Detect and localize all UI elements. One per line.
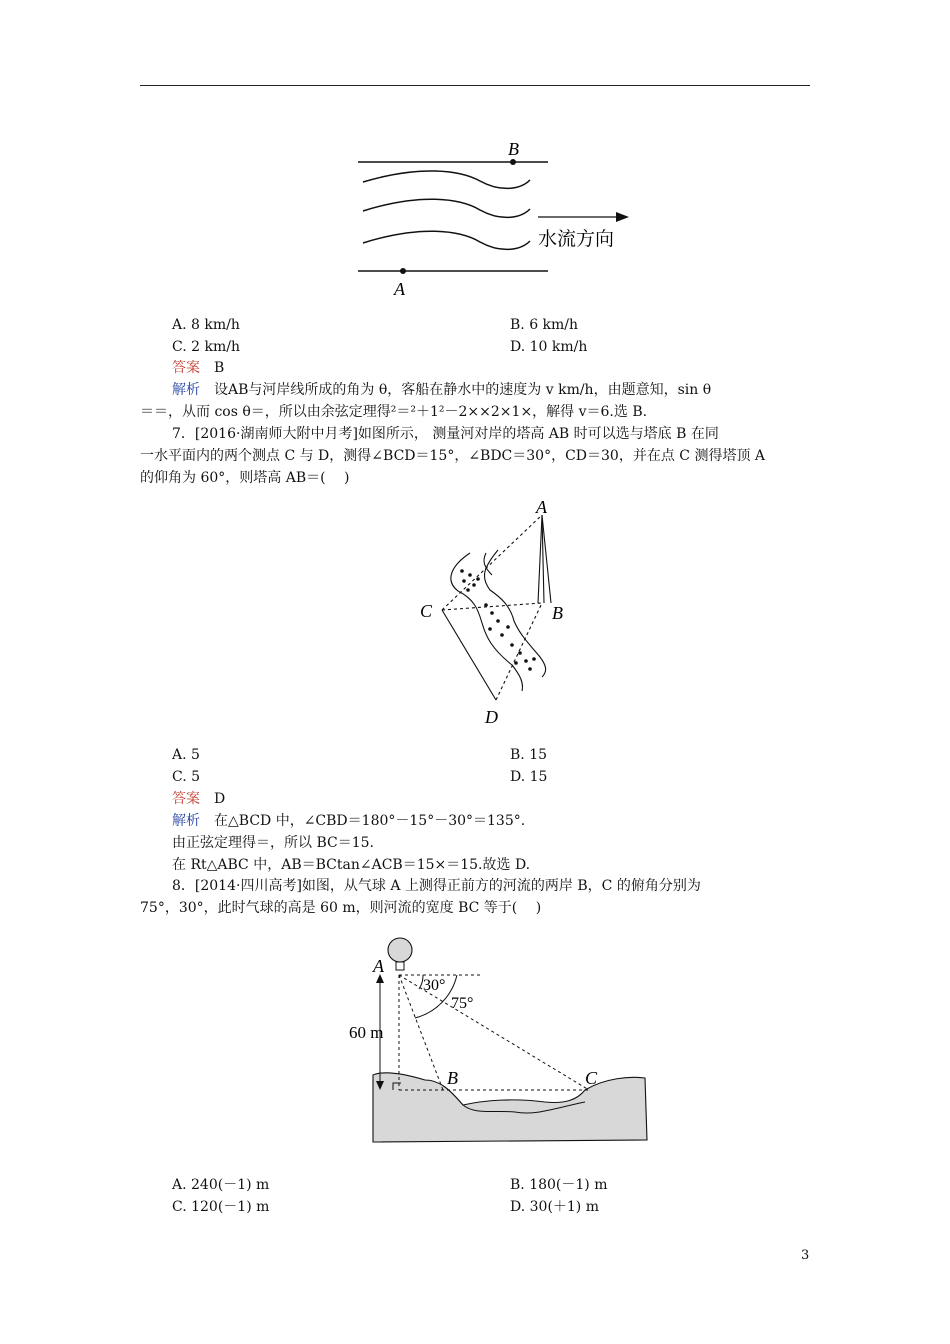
q6-option-b: B. 6 km/h xyxy=(510,317,579,333)
q8-option-d: D. 30(＋1) m xyxy=(510,1199,599,1215)
header-rule xyxy=(140,85,810,86)
q7-analysis-line-2: 由正弦定理得＝，所以 BC＝15. xyxy=(172,835,374,851)
analysis-label: 解析 xyxy=(172,382,200,398)
tower-label-b: B xyxy=(552,603,563,623)
q7-stem-line-2: 一水平面内的两个测点 C 与 D，测得∠BCD＝15°，∠BDC＝30°，CD＝30，并在点 C 测得塔顶 A xyxy=(140,448,766,464)
q7-answer xyxy=(172,789,225,809)
q6-answer xyxy=(172,358,224,378)
river-label-a: A xyxy=(394,279,405,299)
analysis-label: 解析 xyxy=(172,813,200,829)
q6-option-c: C. 2 km/h xyxy=(172,339,240,355)
balloon-label-a: A xyxy=(373,956,384,976)
answer-value: D xyxy=(214,791,226,807)
q8-stem-line-1: 8．[2014·四川高考]如图，从气球 A 上测得正前方的河流的两岸 B，C 的俯角分别为 xyxy=(172,878,701,894)
river-label-b: B xyxy=(508,139,519,159)
q7-stem-line-1: 7．[2016·湖南师大附中月考]如图所示， 测量河对岸的塔高 AB 时可以选与塔底 B 在同 xyxy=(172,426,719,442)
answer-label: 答案 xyxy=(172,360,200,376)
answer-label: 答案 xyxy=(172,791,200,807)
river-diagram xyxy=(350,135,650,305)
angle-30-label: 30° xyxy=(423,977,446,994)
q6-option-d: D. 10 km/h xyxy=(510,339,588,355)
page-number: 3 xyxy=(801,1248,810,1263)
q6-analysis-line-1: 解析 设AB与河岸线所成的角为 θ，客船在静水中的速度为 v km/h，由题意知，sin θ xyxy=(172,382,712,398)
q8-stem-line-2: 75°，30°，此时气球的高是 60 m，则河流的宽度 BC 等于( ) xyxy=(140,900,542,916)
q7-stem-line-3: 的仰角为 60°，则塔高 AB＝( ) xyxy=(140,470,350,486)
balloon-diagram xyxy=(345,930,655,1165)
flow-direction-label: 水流方向 xyxy=(538,228,615,250)
tower-label-c: C xyxy=(420,601,433,621)
q6-option-a: A. 8 km/h xyxy=(172,317,240,333)
q6-analysis-line-2: ＝＝，从而 cos θ＝，所以由余弦定理得²＝²＋1²－2××2×1×，解得 v＝6.选 B. xyxy=(140,404,648,420)
q8-option-b: B. 180(－1) m xyxy=(510,1177,608,1193)
q8-option-a: A. 240(－1) m xyxy=(172,1177,270,1193)
q7-option-c: C. 5 xyxy=(172,769,201,785)
tower-label-d: D xyxy=(485,707,498,727)
balloon-label-b: B xyxy=(447,1068,458,1088)
height-label: 60 m xyxy=(349,1023,384,1042)
tower-diagram xyxy=(412,495,612,735)
q7-analysis-line-3: 在 Rt△ABC 中，AB＝BCtan∠ACB＝15×＝15.故选 D. xyxy=(172,857,531,873)
q7-option-a: A. 5 xyxy=(172,747,200,763)
q7-analysis-line-1: 解析 在△BCD 中，∠CBD＝180°－15°－30°＝135°. xyxy=(172,813,526,829)
answer-value: B xyxy=(214,360,225,376)
q7-option-d: D. 15 xyxy=(510,769,548,785)
balloon-label-c: C xyxy=(585,1068,598,1088)
q7-option-b: B. 15 xyxy=(510,747,548,763)
q8-option-c: C. 120(－1) m xyxy=(172,1199,270,1215)
tower-label-a: A xyxy=(536,497,547,517)
angle-75-label: 75° xyxy=(451,995,474,1012)
